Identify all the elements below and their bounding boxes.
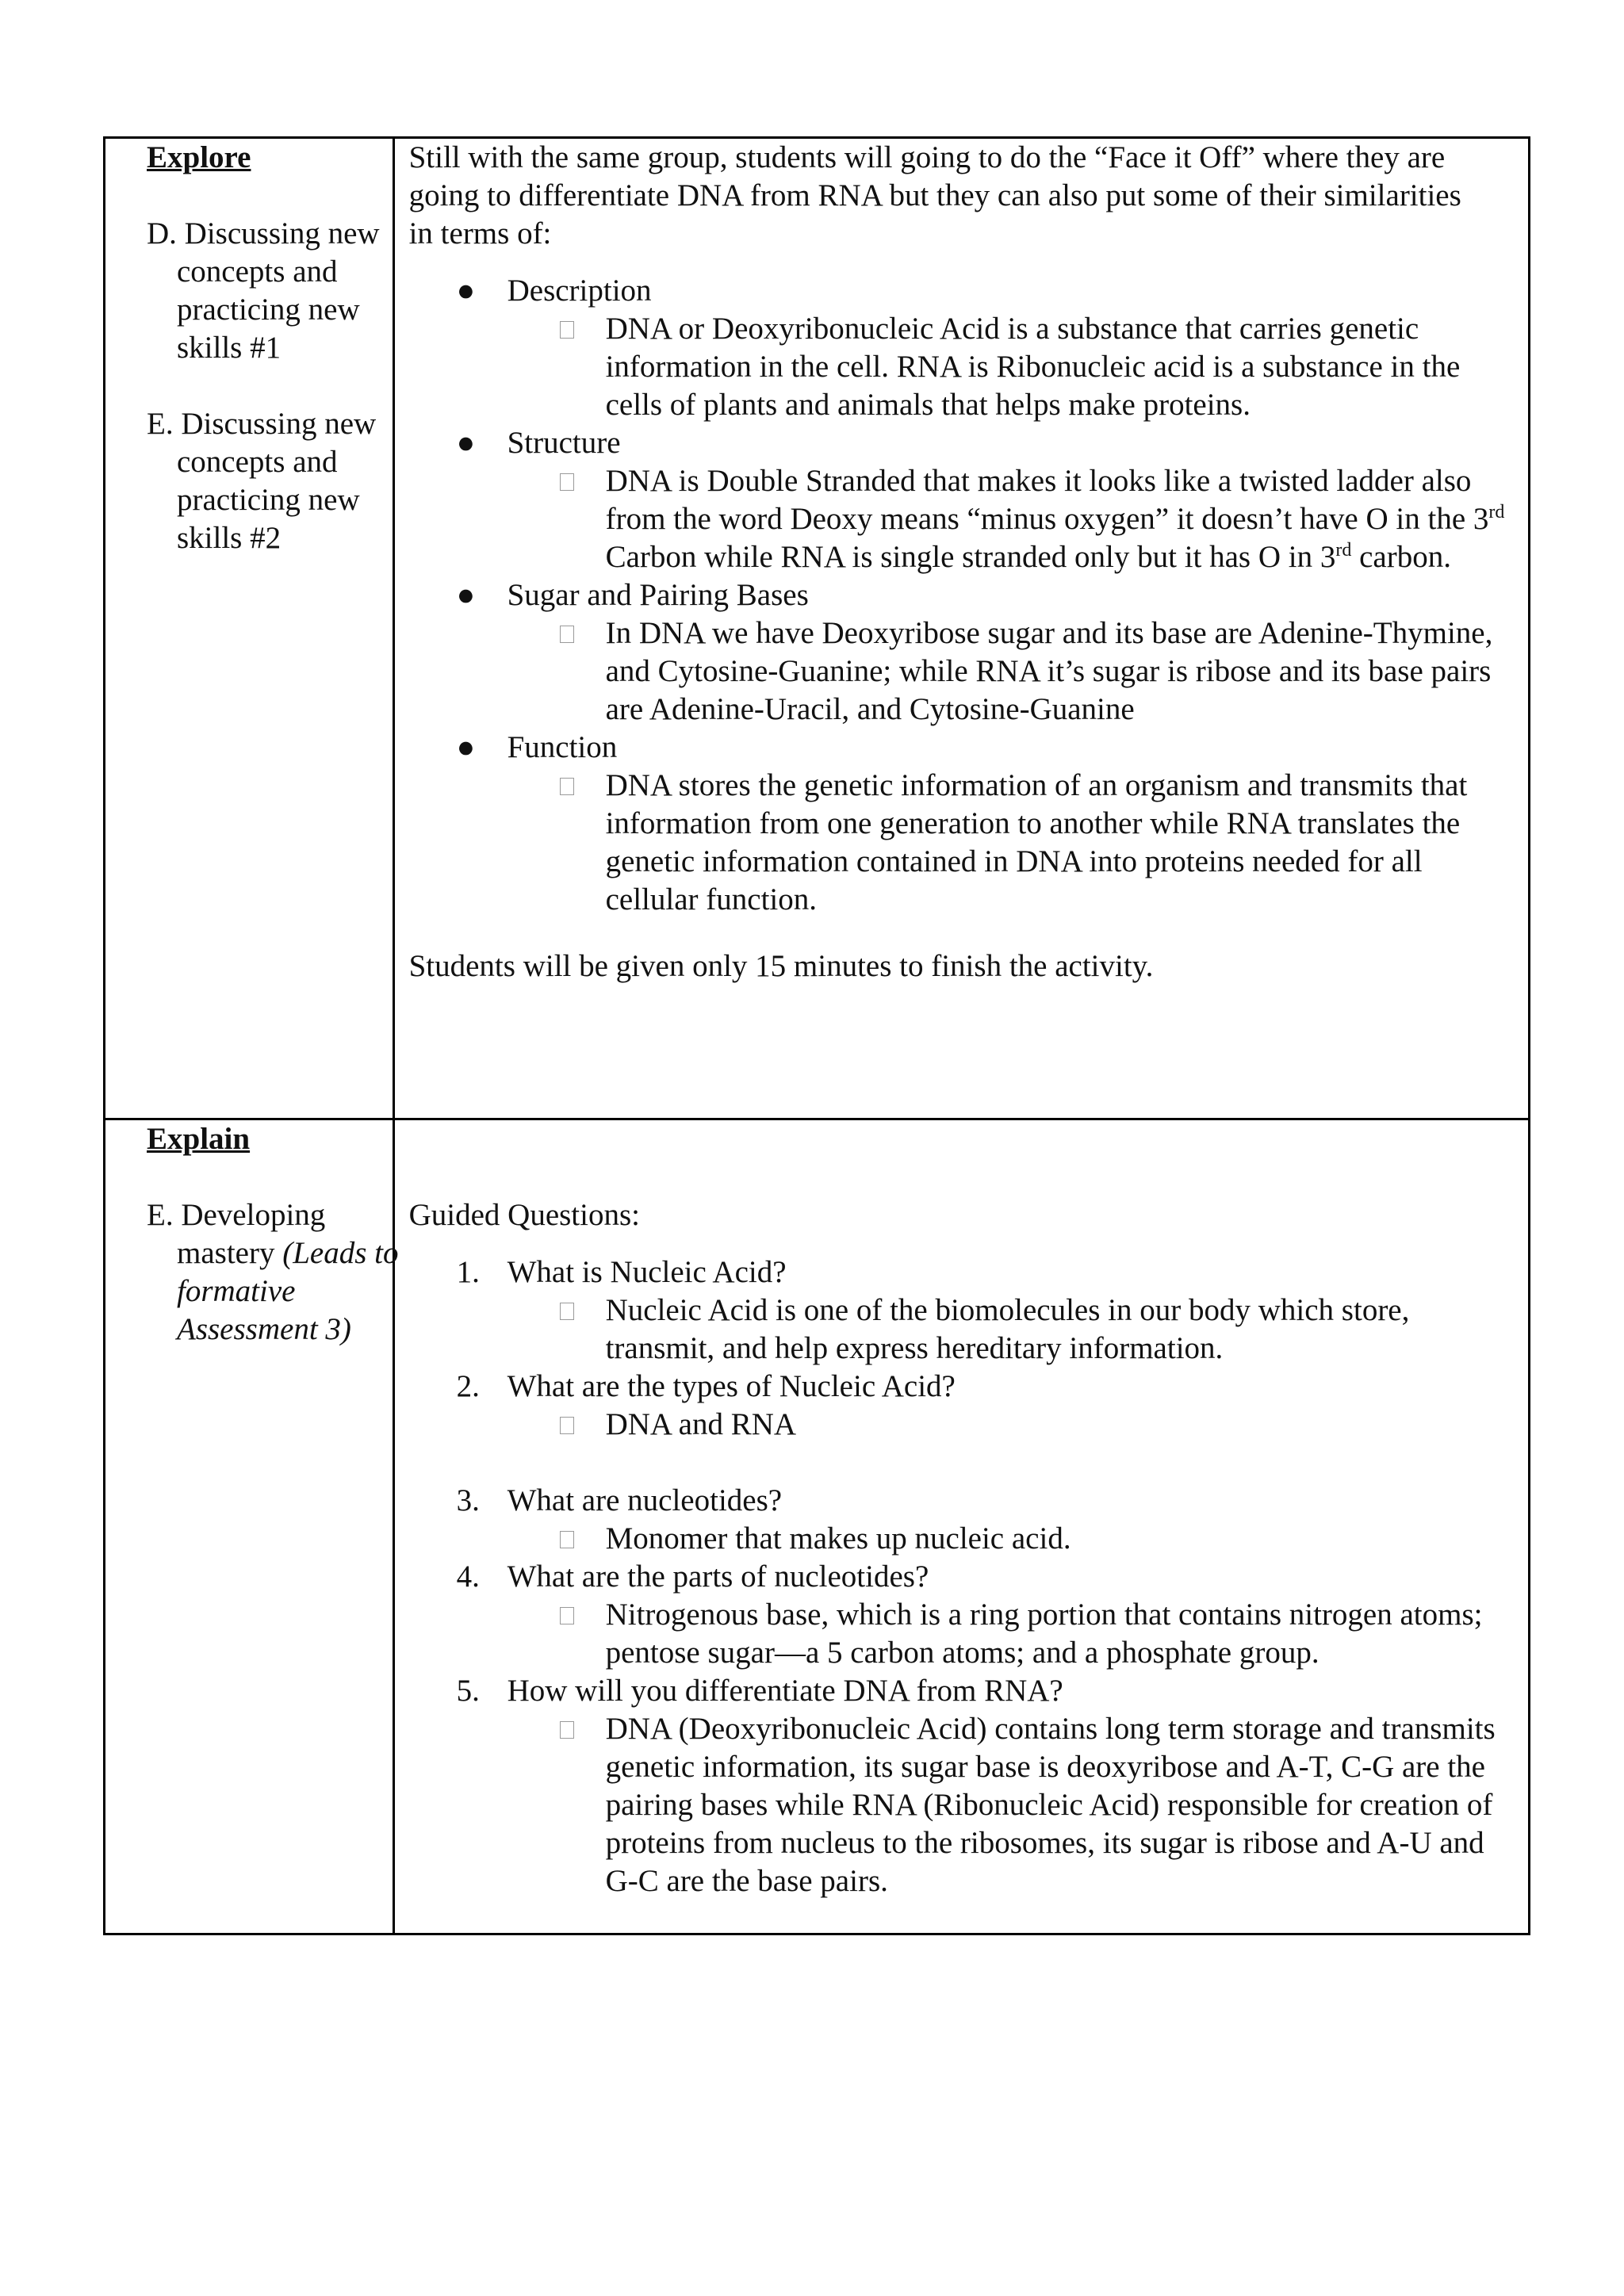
question-text: How will you differentiate DNA from RNA? [507, 1674, 1063, 1708]
question-number: 5. [456, 1674, 480, 1708]
bullet-icon: ● [456, 426, 476, 460]
question-number: 1. [456, 1255, 480, 1289]
answer-text: Nitrogenous base, which is a ring portion that contains nitrogen atoms; pentose sugar—a 5 carbon atoms; and a phosphate group. [605, 1598, 1483, 1670]
checkbox-square-icon [560, 1303, 574, 1320]
explain-left-cell [105, 1119, 399, 1934]
bullet-title: Description [507, 274, 652, 308]
question-text: What is Nucleic Acid? [507, 1255, 787, 1289]
list-item [409, 1482, 1528, 1558]
explore-left-cell [105, 138, 394, 1119]
question-text: What are the types of Nucleic Acid? [507, 1369, 956, 1403]
guided-questions-list [409, 1253, 1528, 1900]
lesson-plan-table [103, 136, 1530, 1935]
superscript: rd [1488, 502, 1505, 522]
explore-left-item-e: E. Discussing new concepts and practicing new skills #2 [147, 407, 377, 555]
explore-left-item-d: D. Discussing new concepts and practicing new skills #1 [147, 216, 380, 365]
checkbox-square-icon [560, 626, 574, 643]
question-number: 3. [456, 1483, 480, 1517]
bullet-title: Function [507, 730, 618, 764]
checkbox-square-icon [560, 473, 574, 491]
explain-row [105, 1119, 1530, 1934]
explore-heading: Explore [147, 140, 251, 174]
list-item [409, 1253, 1528, 1368]
list-item [409, 576, 1528, 729]
superscript: rd [1335, 540, 1352, 561]
bullet-icon: ● [456, 730, 476, 764]
list-item [409, 272, 1528, 424]
bullet-detail-part: DNA is Double Stranded that makes it looks like a twisted ladder also from the word Deoxy means “minus oxygen” it doesn’t have O in the 3 [605, 464, 1489, 536]
answer-text: DNA and RNA [605, 1407, 797, 1441]
explore-row [105, 138, 1530, 1119]
guided-questions-label: Guided Questions: [408, 1198, 640, 1232]
question-number: 4. [456, 1559, 480, 1594]
bullet-detail: In DNA we have Deoxyribose sugar and its base are Adenine-Thymine, and Cytosine-Guanine; while RNA it’s sugar is ribose and its base pairs are Adenine-Uracil, and Cytosine-Guanine [605, 616, 1493, 726]
answer-text: DNA (Deoxyribonucleic Acid) contains long term storage and transmits genetic information, its sugar base is deoxyribose and A-T, C-G are the pairing bases while RNA (Ribonucleic Acid) responsible for creation of proteins from nucleus to the ribosomes, its sugar is ribose and A-U and G-C are the base pairs. [605, 1712, 1496, 1898]
explain-right-cell [393, 1119, 1529, 1934]
bullet-title: Sugar and Pairing Bases [507, 578, 809, 612]
bullet-detail-part: carbon. [1351, 540, 1451, 574]
list-item [409, 1368, 1528, 1482]
bullet-detail-part: Carbon while RNA is single stranded only but it has O in 3 [605, 540, 1336, 574]
checkbox-square-icon [560, 321, 574, 339]
bullet-icon: ● [456, 578, 476, 612]
bullet-detail [606, 464, 1505, 574]
answer-text: Nucleic Acid is one of the biomolecules in our body which store, transmit, and help express hereditary information. [605, 1293, 1410, 1365]
list-item [409, 1558, 1528, 1672]
checkbox-square-icon [560, 1417, 574, 1434]
checkbox-square-icon [560, 778, 574, 795]
list-item [409, 1672, 1528, 1900]
explore-bullet-list [409, 272, 1528, 919]
bullet-detail: DNA or Deoxyribonucleic Acid is a substance that carries genetic information in the cell. RNA is Ribonucleic acid is a substance in the cells of plants and animals that helps make proteins. [605, 312, 1461, 422]
explore-intro: Still with the same group, students will going to do the “Face it Off” where they are going to differentiate DNA from RNA but they can also put some of their similarities in terms of: [408, 140, 1461, 251]
bullet-detail: DNA stores the genetic information of an organism and transmits that information from one generation to another while RNA translates the genetic information contained in DNA into proteins needed for all cellular function. [605, 768, 1468, 916]
list-item [409, 424, 1528, 576]
explain-left-item-e [147, 1196, 415, 1349]
question-number: 2. [456, 1369, 480, 1403]
list-item [409, 729, 1528, 919]
left-item-italic-text: (Leads to formative Assessment 3) [177, 1236, 399, 1346]
bullet-icon: ● [456, 274, 476, 308]
checkbox-square-icon [560, 1721, 574, 1739]
checkbox-square-icon [560, 1531, 574, 1548]
bullet-title: Structure [507, 426, 621, 460]
explore-closing: Students will be given only 15 minutes to finish the activity. [408, 949, 1154, 983]
question-text: What are nucleotides? [507, 1483, 783, 1517]
checkbox-square-icon [560, 1607, 574, 1624]
explain-heading: Explain [147, 1122, 251, 1156]
explore-right-cell [393, 138, 1529, 1119]
question-text: What are the parts of nucleotides? [507, 1559, 929, 1594]
left-item-text: E. Developing mastery [147, 1198, 326, 1270]
answer-text: Monomer that makes up nucleic acid. [605, 1521, 1071, 1556]
